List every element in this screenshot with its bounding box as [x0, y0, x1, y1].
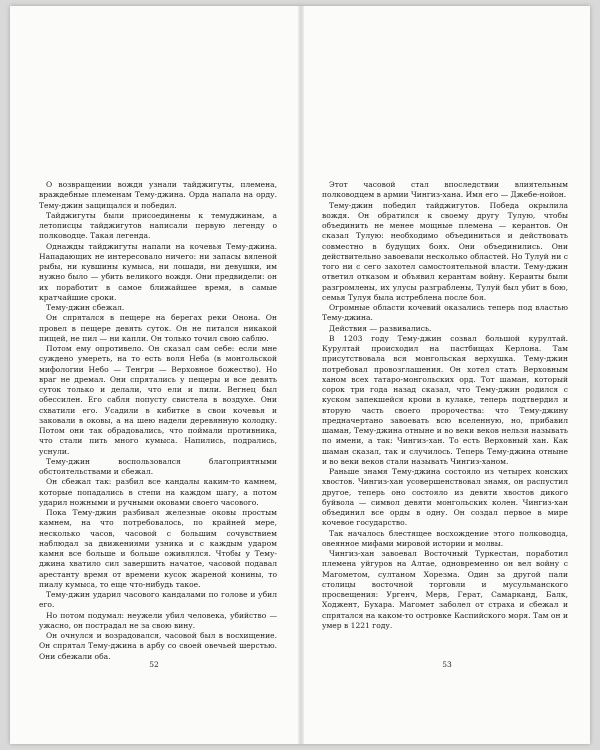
paragraph: Тему-джин сбежал. — [46, 303, 125, 312]
paragraph: Но потом подумал: неужели убил человека, убийство — ужасно, он пострадал не за свою вину. — [39, 610, 277, 630]
paragraph: Действия — развивались. — [329, 323, 432, 333]
paragraph: Этот часовой стал впоследствии влиятельным полководцем в армии Чингиз-хана. Имя его — Джебе-нойон. — [322, 180, 568, 200]
right-page-text — [322, 180, 568, 631]
paragraph: Тему-джин ударил часового кандалами по голове и убил его. — [39, 590, 277, 610]
paragraph: Потом ему опротивело. Он сказал сам себе: если мне суждено умереть, на то есть воля Неба (в монгольской мифологии Небо — Тенгри — Верховное божество). Но враг не дремал. Они спрятались у пещеры и все девять суток только и делали, что ели и пили. Вегнец был обессилен. Его сабля попусту свистела в воздухе. Они схватили его. Усадили в кибитке в свои кочевья и заковали в оковы, а на шею надели деревянную колодку. Потом они так обрадовались, что поймали противника, что стали пить много кумыса. Напились, подрались, уснули. — [39, 344, 277, 456]
book-spread — [10, 6, 590, 744]
paragraph: Тему-джин воспользовался благоприятными обстоятельствами и сбежал. — [39, 456, 277, 476]
paragraph: Он очнулся и возрадовался, часовой был в восхищение. Он спрятал Тему-джина в арбу со своей овечьей шерстью. Они сбежали оба. — [39, 631, 277, 661]
paragraph: Он спрятался в пещере на берегах реки Онона. Он провел в пещере девять суток. Он не питался никакой пищей, не пил — ни капли. Он только точил свою саблю. — [39, 313, 277, 343]
page-number: 52 — [149, 660, 159, 669]
paragraph: Тайджигуты были присоединены к темуджинам, а летописцы тайджигутов написали первую легенду о полководце. Такая легенда. — [39, 210, 277, 241]
paragraph: Огромные области кочевий оказались теперь под властью Тему-джина. — [322, 303, 568, 323]
page-number: 53 — [442, 660, 452, 669]
left-page — [10, 6, 298, 744]
paragraph: Раньше знамя Тему-джина состояло из четырех конских хвостов. Чингиз-хан усовершенствовал знамя, он распустил другое, теперь оно состояло из девяти хвостов дикого буйвола — символ девяти монгольских колен. Чингиз-хан объединил все орды в одну. Он создал первое в мире кочевое государство. — [322, 467, 568, 528]
right-page — [304, 6, 590, 744]
paragraph: Однажды тайджигуты напали на кочевья Тему-джина. Нападающих не интересовало ничего: ни запасы вяленой рыбы, ни кувшины кумыса, ни лошади, ни девушки, им нужно было — убить великого вождя. Они предвидели: он их поработит в самое ближайшее время, в самые кратчайшие сроки. — [39, 241, 277, 302]
paragraph: Чингиз-хан завоевал Восточный Туркестан, поработил племена уйгуров на Алтае, одновременно он вел войну с Магометом, султаном Хорезма. Один за другой пали столицы восточной торговли и мусульманского просвещения: Ургенч, Мерв, Герат, Самарканд, Балк, Ходжент, Бухара. Магомет заболел от страха и сбежал и спрятался на каком-то островке Каспийского моря. Там он и умер в 1221 году. — [322, 549, 568, 630]
left-page-text — [39, 180, 277, 662]
paragraph: Так началось блестящее восхождение этого полководца, овеянное мифами мировой истории и молвы. — [322, 528, 568, 548]
paragraph: Тему-джин победил тайджигутов. Победа окрылила вождя. Он обратился к своему другу Тулую, чтобы объединить не менее мощные племена — керантов. Он сказал Тулую: необходимо объединиться и действовать совместно в будущих боях. Они объединились. Они действительно завоевали несколько областей. Но Тулуй ни с того ни с сего захотел самостоятельной власти. Тему-джин ответил отказом и объявил керантам войну. Кераиты были разгромлены, их улусы разграблены, Тулуй был убит в бою, семья Тулуя была истреблена после боя. — [322, 200, 568, 302]
paragraph: Пока Тему-джин разбивал железные оковы простым камнем, на что потребовалось, по крайней мере, несколько часов, часовой с большим сочувствием наблюдал за движениями узника и с каждым ударом камня все больше и больше оживлялся. Чтобы у Тему-джина хватило сил завершить начатое, часовой подавал арестанту время от времени кусок жареной конины, то пиалу кумыса, то еще что-нибудь такое. — [39, 508, 277, 589]
paragraph: В 1203 году Тему-джин созвал большой курултай. Курултай происходил на пастбищах Керлона. Там присутствовала вся монгольская верхушка. Тему-джин потребовал провозглашения. Он хотел стать Верховным ханом всех татаро-монгольских орд. Тот шаман, который сорок три года назад сказал, что Тему-джин родился с куском запекшейся крови в кулаке, теперь подтвердил и вторую часть своего пророчества: что Тему-джину предначертано завоевать всю вселенную, но, прибавил шаман, Тему-джина отныне и во веки веков нельзя называть по имени, а так: Чингиз-хан. То есть Верховный хан. Как шаман сказал, так и случилось. Теперь Тему-джина отныне и во веки веков стали называть Чингиз-ханом. — [322, 333, 568, 466]
paragraph: Он сбежал так: разбил все кандалы каким-то камнем, которые попадались в степи на каждом шагу, а потом ударил ножными и ручными оковами своего часового. — [39, 477, 277, 507]
paragraph: О возвращении вождя узнали тайджигуты, племена, враждебные племенам Тему-джина. Орда напала на орду. Тему-джин защищался и победил. — [39, 180, 277, 210]
